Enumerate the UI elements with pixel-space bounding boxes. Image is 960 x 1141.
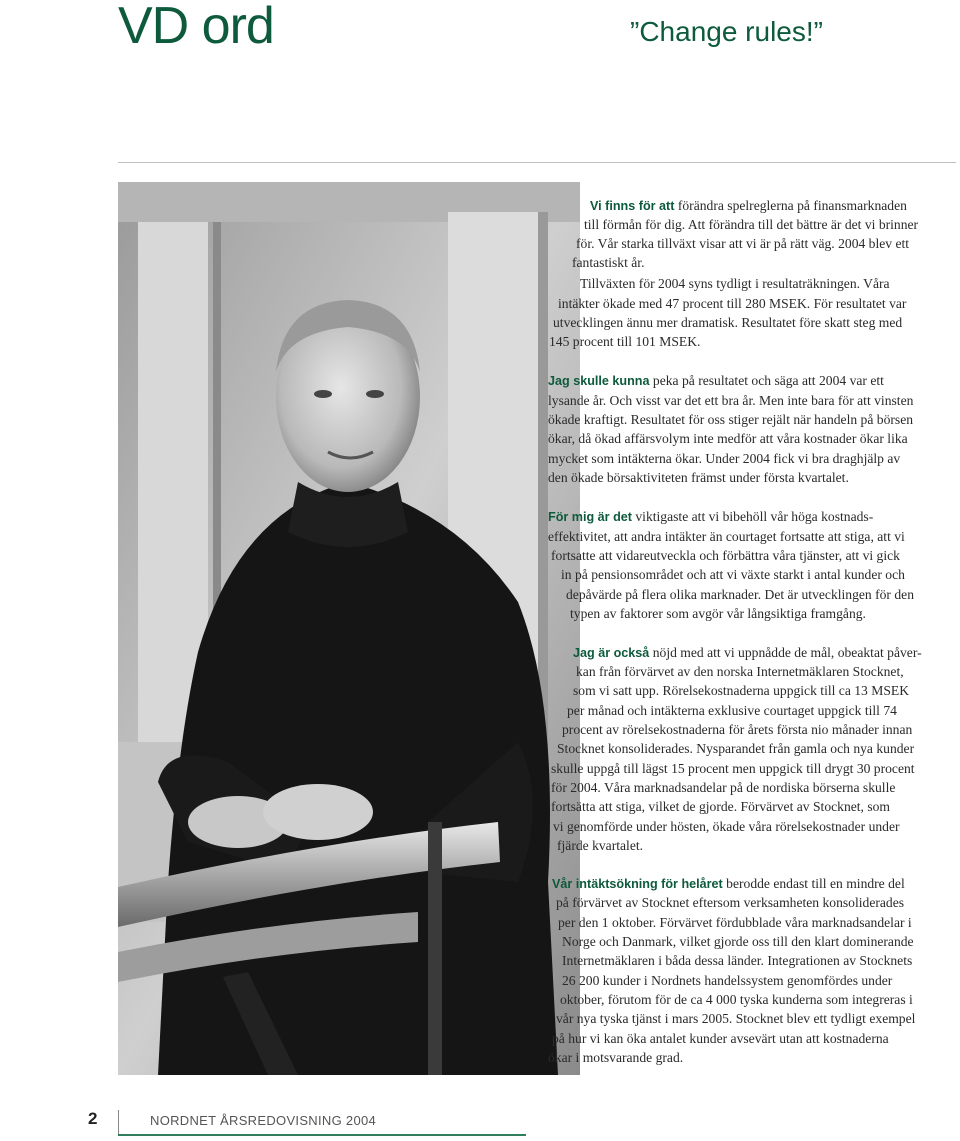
footer-publication-label: NORDNET ÅRSREDOVISNING 2004 bbox=[150, 1113, 377, 1128]
text-line: som vi satt upp. Rörelsekostnaderna uppgick till ca 13 MSEK bbox=[573, 683, 910, 698]
text-line: ökade kraftigt. Resultatet för oss stiger rejält när handeln på börsen bbox=[548, 412, 914, 427]
text-line: fjärde kvartalet. bbox=[557, 838, 644, 853]
paragraph-2-line-1 bbox=[548, 371, 884, 391]
text-line: viktigaste att vi bibehöll vår höga kostnads- bbox=[635, 509, 874, 524]
header-divider bbox=[118, 162, 956, 163]
text-line: lysande år. Och visst var det ett bra år. Men inte bara för att vinsten bbox=[548, 393, 914, 408]
footer-divider bbox=[118, 1110, 119, 1134]
page-title: VD ord bbox=[118, 0, 274, 55]
text-line: på hur vi kan öka antalet kunder avsevärt utan att kostnaderna bbox=[552, 1031, 889, 1046]
text-line: vi genomförde under hösten, ökade våra rörelsekostnader under bbox=[553, 819, 900, 834]
paragraph-4-line-1 bbox=[573, 643, 922, 663]
paragraph-lead: Vår intäktsökning för helåret bbox=[552, 877, 723, 891]
text-line: 145 procent till 101 MSEK. bbox=[549, 334, 701, 349]
paragraph-lead: Jag skulle kunna bbox=[548, 374, 650, 388]
text-line: för. Vår starka tillväxt visar att vi är på rätt väg. 2004 blev ett bbox=[576, 236, 910, 251]
text-line: ökar i motsvarande grad. bbox=[548, 1050, 684, 1065]
text-line: Stocknet konsoliderades. Nysparandet från gamla och nya kunder bbox=[557, 741, 915, 756]
text-line: Internetmäklaren i båda dessa länder. Integrationen av Stocknets bbox=[562, 953, 913, 968]
text-line: per månad och intäkterna exklusive courtaget uppgick till 74 bbox=[567, 703, 897, 718]
text-line: utvecklingen ännu mer dramatisk. Resultatet före skatt steg med bbox=[553, 315, 903, 330]
text-line: Tillväxten för 2004 syns tydligt i resultaträkningen. Våra bbox=[580, 276, 890, 291]
text-line: fortsatte att vidareutveckla och förbättra våra tjänster, att vi gick bbox=[551, 548, 900, 563]
text-line: förändra spelreglerna på finansmarknaden bbox=[677, 198, 907, 213]
text-line: procent av rörelsekostnaderna för årets första nio månader innan bbox=[562, 722, 913, 737]
text-line: för 2004. Våra marknadsandelar på de nordiska börserna skulle bbox=[551, 780, 896, 795]
text-line: depåvärde på flera olika marknader. Det är utvecklingen för den bbox=[566, 587, 914, 602]
page-number: 2 bbox=[88, 1109, 98, 1128]
text-line: den ökade börsaktiviteten främst under första kvartalet. bbox=[548, 470, 849, 485]
text-line: oktober, förutom för de ca 4 000 tyska kunderna som integreras i bbox=[560, 992, 913, 1007]
paragraph-lead: Jag är också bbox=[573, 646, 650, 660]
paragraph-lead: Vi finns för att bbox=[590, 199, 675, 213]
text-line: in på pensionsområdet och att vi växte starkt i antal kunder och bbox=[561, 567, 905, 582]
ceo-portrait-photo bbox=[118, 182, 580, 1075]
text-line: 26 200 kunder i Nordnets handelssystem genomfördes under bbox=[562, 973, 893, 988]
paragraph-lead: För mig är det bbox=[548, 510, 632, 524]
text-line: mycket som intäkterna ökar. Under 2004 fick vi bra draghjälp av bbox=[548, 451, 901, 466]
pull-quote: ”Change rules!” bbox=[630, 16, 823, 47]
paragraph-3-line-1 bbox=[548, 507, 873, 527]
text-line: till förmån för dig. Att förändra till det bättre är det vi brinner bbox=[584, 217, 919, 232]
text-line: vår nya tyska tjänst i mars 2005. Stocknet blev ett tydligt exempel bbox=[556, 1011, 916, 1026]
text-line: nöjd med att vi uppnådde de mål, obeaktat påver- bbox=[652, 645, 922, 660]
footer-accent-line bbox=[118, 1134, 526, 1136]
text-line: effektivitet, att andra intäkter än courtaget fortsatte att stiga, att vi bbox=[548, 529, 905, 544]
text-line: intäkter ökade med 47 procent till 280 MSEK. För resultatet var bbox=[558, 296, 907, 311]
text-line: berodde endast till en mindre del bbox=[726, 876, 905, 891]
text-line: fortsätta att stiga, vilket de gjorde. Förvärvet av Stocknet, som bbox=[551, 799, 891, 814]
text-line: skulle uppgå till lägst 15 procent men uppgick till drygt 30 procent bbox=[551, 761, 915, 776]
text-line: fantastiskt år. bbox=[572, 255, 645, 270]
text-line: kan från förvärvet av den norska Internetmäklaren Stocknet, bbox=[576, 664, 904, 679]
text-line: typen av faktorer som avgör vår långsiktiga framgång. bbox=[570, 606, 866, 621]
text-line: på förvärvet av Stocknet eftersom verksamheten konsoliderades bbox=[556, 895, 905, 910]
text-line: Norge och Danmark, vilket gjorde oss till den klart dominerande bbox=[562, 934, 914, 949]
text-line: peka på resultatet och säga att 2004 var ett bbox=[652, 373, 884, 388]
paragraph-1-line-1 bbox=[590, 196, 907, 216]
text-line: per den 1 oktober. Förvärvet fördubblade våra marknadsandelar i bbox=[558, 915, 912, 930]
paragraph-5-line-1 bbox=[552, 874, 905, 894]
text-line: ökar, då ökad affärsvolym inte medför att våra kostnader ökar lika bbox=[548, 431, 908, 446]
